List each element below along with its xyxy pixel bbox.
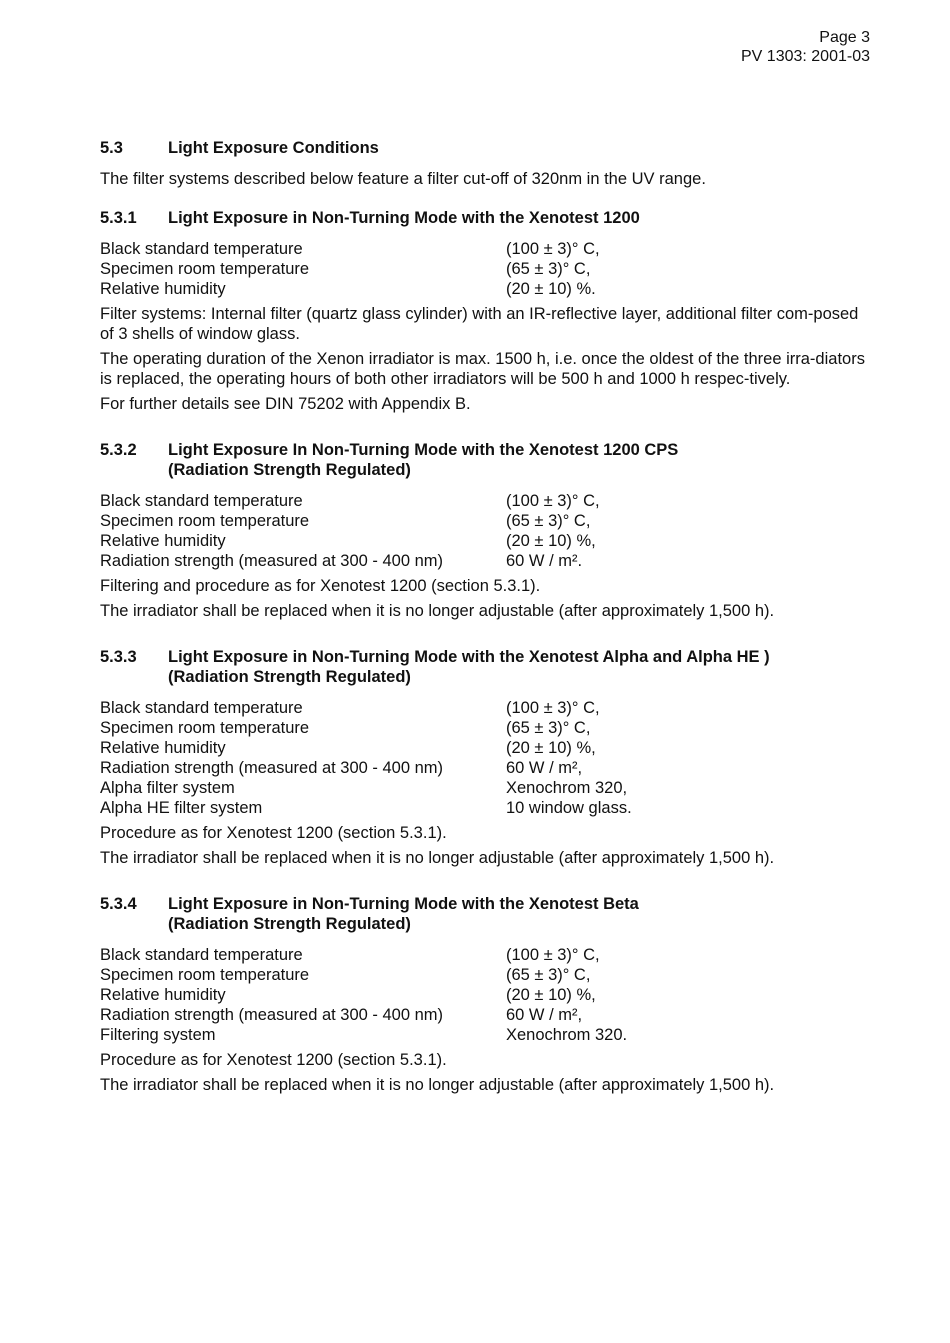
parameter-row	[100, 239, 865, 259]
parameter-value: 60 W / m²,	[506, 1006, 583, 1024]
section-5-3-intro: The filter systems described below feature a filter cut-off of 320nm in the UV range.	[100, 170, 706, 188]
paragraph: Procedure as for Xenotest 1200 (section 5.3.1).	[100, 1051, 447, 1069]
paragraph: The operating duration of the Xenon irradiator is max. 1500 h, i.e. once the oldest of the three irra-diators is replaced, the operating hours of both other irradiators will be 500 h and 1000 h respec-tively.	[100, 350, 865, 388]
parameter-label: Black standard temperature	[100, 699, 303, 717]
parameter-value: 60 W / m²,	[506, 759, 583, 777]
parameter-row	[100, 778, 865, 798]
parameter-row	[100, 531, 865, 551]
parameter-label: Specimen room temperature	[100, 512, 310, 530]
paragraph: The irradiator shall be replaced when it is no longer adjustable (after approximately 1,500 h).	[100, 1076, 775, 1094]
parameter-value: 60 W / m².	[506, 552, 583, 570]
parameter-row	[100, 551, 865, 571]
parameter-value: (20 ± 10) %.	[506, 280, 596, 298]
parameter-label: Alpha HE filter system	[100, 799, 263, 817]
section-title: Light Exposure in Non-Turning Mode with the Xenotest 1200	[168, 209, 640, 227]
section-title: Light Exposure in Non-Turning Mode with the Xenotest Alpha and Alpha HE )	[168, 648, 770, 666]
section-5-3-4-heading	[100, 894, 865, 934]
document-body	[100, 138, 865, 1095]
section-5-3-2-heading	[100, 440, 865, 480]
section-title: Light Exposure in Non-Turning Mode with the Xenotest Beta	[168, 895, 639, 913]
parameter-label: Relative humidity	[100, 532, 226, 550]
parameter-list	[100, 945, 865, 1045]
parameter-label: Radiation strength (measured at 300 - 400 nm)	[100, 1006, 444, 1024]
parameter-value: (100 ± 3)° C,	[506, 699, 600, 717]
parameter-value: (65 ± 3)° C,	[506, 719, 591, 737]
parameter-value: (20 ± 10) %,	[506, 532, 596, 550]
parameter-label: Relative humidity	[100, 986, 226, 1004]
parameter-row	[100, 279, 865, 299]
section-number: 5.3.4	[100, 895, 137, 913]
parameter-label: Specimen room temperature	[100, 260, 310, 278]
page-header	[741, 28, 870, 66]
parameter-row	[100, 945, 865, 965]
section-5-3-3-heading	[100, 647, 865, 687]
parameter-row	[100, 1005, 865, 1025]
section-5-3-heading	[100, 138, 865, 158]
parameter-label: Relative humidity	[100, 739, 226, 757]
parameter-row	[100, 798, 865, 818]
parameter-row	[100, 758, 865, 778]
section-subtitle: (Radiation Strength Regulated)	[168, 668, 411, 686]
parameter-label: Specimen room temperature	[100, 719, 310, 737]
page-number: Page 3	[819, 29, 870, 46]
section-number: 5.3	[100, 139, 123, 157]
parameter-value: (65 ± 3)° C,	[506, 260, 591, 278]
parameter-row	[100, 259, 865, 279]
parameter-label: Radiation strength (measured at 300 - 400 nm)	[100, 759, 444, 777]
parameter-value: (100 ± 3)° C,	[506, 946, 600, 964]
parameter-value: (20 ± 10) %,	[506, 986, 596, 1004]
parameter-row	[100, 738, 865, 758]
parameter-label: Black standard temperature	[100, 492, 303, 510]
parameter-list	[100, 491, 865, 571]
parameter-value: 10 window glass.	[506, 799, 632, 817]
parameter-row	[100, 698, 865, 718]
paragraph: The irradiator shall be replaced when it is no longer adjustable (after approximately 1,500 h).	[100, 849, 775, 867]
section-number: 5.3.1	[100, 209, 137, 227]
parameter-label: Black standard temperature	[100, 240, 303, 258]
parameter-label: Black standard temperature	[100, 946, 303, 964]
parameter-value: (100 ± 3)° C,	[506, 240, 600, 258]
paragraph: Filtering and procedure as for Xenotest 1200 (section 5.3.1).	[100, 577, 541, 595]
paragraph: Procedure as for Xenotest 1200 (section 5.3.1).	[100, 824, 447, 842]
section-title: Light Exposure In Non-Turning Mode with the Xenotest 1200 CPS	[168, 441, 679, 459]
section-number: 5.3.3	[100, 648, 137, 666]
section-subtitle: (Radiation Strength Regulated)	[168, 461, 411, 479]
parameter-row	[100, 965, 865, 985]
parameter-row	[100, 1025, 865, 1045]
section-5-3-1-heading	[100, 208, 865, 228]
parameter-value: (65 ± 3)° C,	[506, 512, 591, 530]
section-number: 5.3.2	[100, 441, 137, 459]
parameter-list	[100, 698, 865, 818]
parameter-row	[100, 511, 865, 531]
parameter-value: Xenochrom 320.	[506, 1026, 628, 1044]
document-id: PV 1303: 2001-03	[741, 48, 870, 65]
parameter-value: (65 ± 3)° C,	[506, 966, 591, 984]
parameter-row	[100, 985, 865, 1005]
parameter-label: Filtering system	[100, 1026, 216, 1044]
parameter-row	[100, 491, 865, 511]
section-title: Light Exposure Conditions	[168, 139, 379, 157]
parameter-value: Xenochrom 320,	[506, 779, 628, 797]
parameter-value: (100 ± 3)° C,	[506, 492, 600, 510]
paragraph: Filter systems: Internal filter (quartz glass cylinder) with an IR-reflective layer, additional filter com-posed of 3 shells of window glass.	[100, 305, 859, 343]
paragraph: For further details see DIN 75202 with Appendix B.	[100, 395, 471, 413]
parameter-label: Alpha filter system	[100, 779, 235, 797]
parameter-row	[100, 718, 865, 738]
parameter-label: Specimen room temperature	[100, 966, 310, 984]
parameter-label: Relative humidity	[100, 280, 226, 298]
paragraph: The irradiator shall be replaced when it is no longer adjustable (after approximately 1,500 h).	[100, 602, 775, 620]
parameter-list	[100, 239, 865, 299]
parameter-label: Radiation strength (measured at 300 - 400 nm)	[100, 552, 444, 570]
section-subtitle: (Radiation Strength Regulated)	[168, 915, 411, 933]
parameter-value: (20 ± 10) %,	[506, 739, 596, 757]
